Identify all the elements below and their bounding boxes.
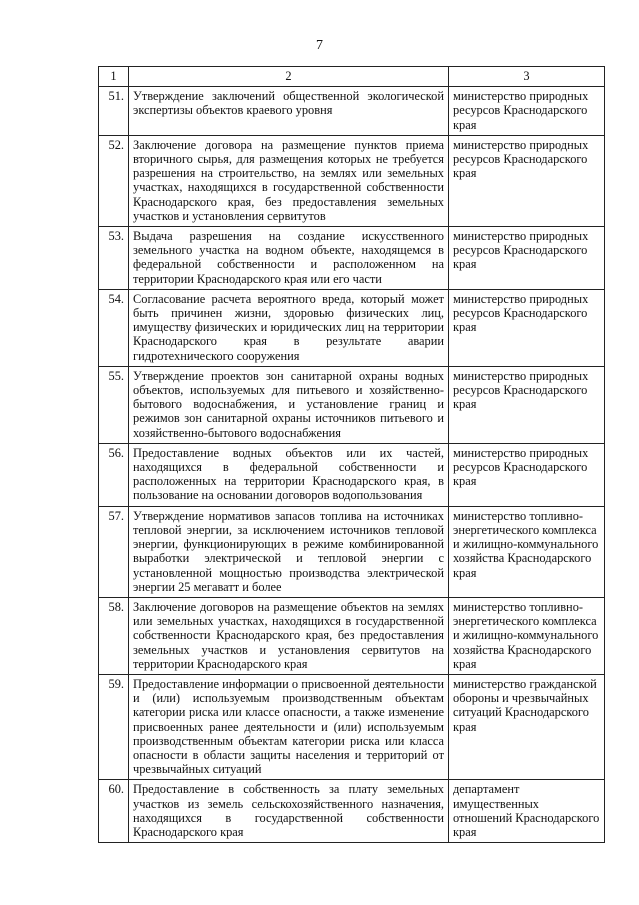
row-service-text: Выдача разрешения на создание искусственного земельного участка на водном объекте, находящемся в федеральной собственности и расположенном на территории Краснодарского края или его части — [129, 227, 449, 290]
row-number: 52. — [99, 135, 129, 226]
header-col-2: 2 — [129, 67, 449, 87]
row-number: 56. — [99, 443, 129, 506]
row-number: 51. — [99, 87, 129, 136]
row-service-text: Утверждение заключений общественной экологической экспертизы объектов краевого уровня — [129, 87, 449, 136]
table-row — [99, 87, 605, 136]
row-authority: министерство топливно-энергетического комплекса и жилищно-коммунального хозяйства Краснодарского края — [449, 506, 605, 597]
table-row — [99, 674, 605, 779]
row-authority: министерство природных ресурсов Краснодарского края — [449, 366, 605, 443]
row-number: 59. — [99, 674, 129, 779]
table-row — [99, 135, 605, 226]
header-col-1: 1 — [99, 67, 129, 87]
registry-table — [98, 66, 605, 843]
page-number: 7 — [316, 38, 323, 53]
row-authority: министерство природных ресурсов Краснодарского края — [449, 227, 605, 290]
table-header-row — [99, 67, 605, 87]
row-authority: министерство гражданской обороны и чрезвычайных ситуаций Краснодарского края — [449, 674, 605, 779]
row-authority: министерство природных ресурсов Краснодарского края — [449, 443, 605, 506]
row-service-text: Утверждение проектов зон санитарной охраны водных объектов, используемых для питьевого и хозяйственно-бытового водоснабжения, и установление границ и режимов зон санитарной охраны источников питьевого и хозяйственно-бытового водоснабжения — [129, 366, 449, 443]
table-row — [99, 780, 605, 843]
table-row — [99, 506, 605, 597]
row-number: 57. — [99, 506, 129, 597]
row-authority: министерство топливно-энергетического комплекса и жилищно-коммунального хозяйства Краснодарского края — [449, 597, 605, 674]
row-authority: министерство природных ресурсов Краснодарского края — [449, 87, 605, 136]
row-number: 58. — [99, 597, 129, 674]
row-service-text: Заключение договора на размещение пунктов приема вторичного сырья, для размещения которых не требуется разрешения на строительство, на землях или земельных участках, находящихся в государственной собственности Краснодарского края, без предоставления земельных участков и установления сервитутов — [129, 135, 449, 226]
row-service-text: Утверждение нормативов запасов топлива на источниках тепловой энергии, за исключением источников тепловой энергии, функционирующих в режиме комбинированной выработки электрической и тепловой энергии с установленной мощностью производства электрической энергии 25 мегаватт и более — [129, 506, 449, 597]
row-service-text: Согласование расчета вероятного вреда, который может быть причинен жизни, здоровью физических лиц, имуществу физических и юридических лиц на территории Краснодарского края в результате аварии гидротехнического сооружения — [129, 289, 449, 366]
table-row — [99, 227, 605, 290]
table-row — [99, 443, 605, 506]
header-col-3: 3 — [449, 67, 605, 87]
row-authority: департамент имущественных отношений Краснодарского края — [449, 780, 605, 843]
row-service-text: Заключение договоров на размещение объектов на землях или земельных участках, находящихся в государственной собственности Краснодарского края, без предоставления земельных участков и установления сервитутов на территории Краснодарского края — [129, 597, 449, 674]
row-authority: министерство природных ресурсов Краснодарского края — [449, 289, 605, 366]
row-number: 53. — [99, 227, 129, 290]
row-service-text: Предоставление в собственность за плату земельных участков из земель сельскохозяйственного назначения, находящихся в государственной собственности Краснодарского края — [129, 780, 449, 843]
row-number: 60. — [99, 780, 129, 843]
row-number: 54. — [99, 289, 129, 366]
row-service-text: Предоставление информации о присвоенной деятельности и (или) используемым производственным объектам категории риска или классе опасности, а также изменение присвоенных ранее деятельности и (или) используемым производственным объектам категории риска или класса опасности в области защиты населения и территорий от чрезвычайных ситуаций — [129, 674, 449, 779]
table-row — [99, 366, 605, 443]
row-service-text: Предоставление водных объектов или их частей, находящихся в федеральной собственности и расположенных на территории Краснодарского края, в пользование на основании договоров водопользования — [129, 443, 449, 506]
row-number: 55. — [99, 366, 129, 443]
table-row — [99, 289, 605, 366]
row-authority: министерство природных ресурсов Краснодарского края — [449, 135, 605, 226]
table-row — [99, 597, 605, 674]
